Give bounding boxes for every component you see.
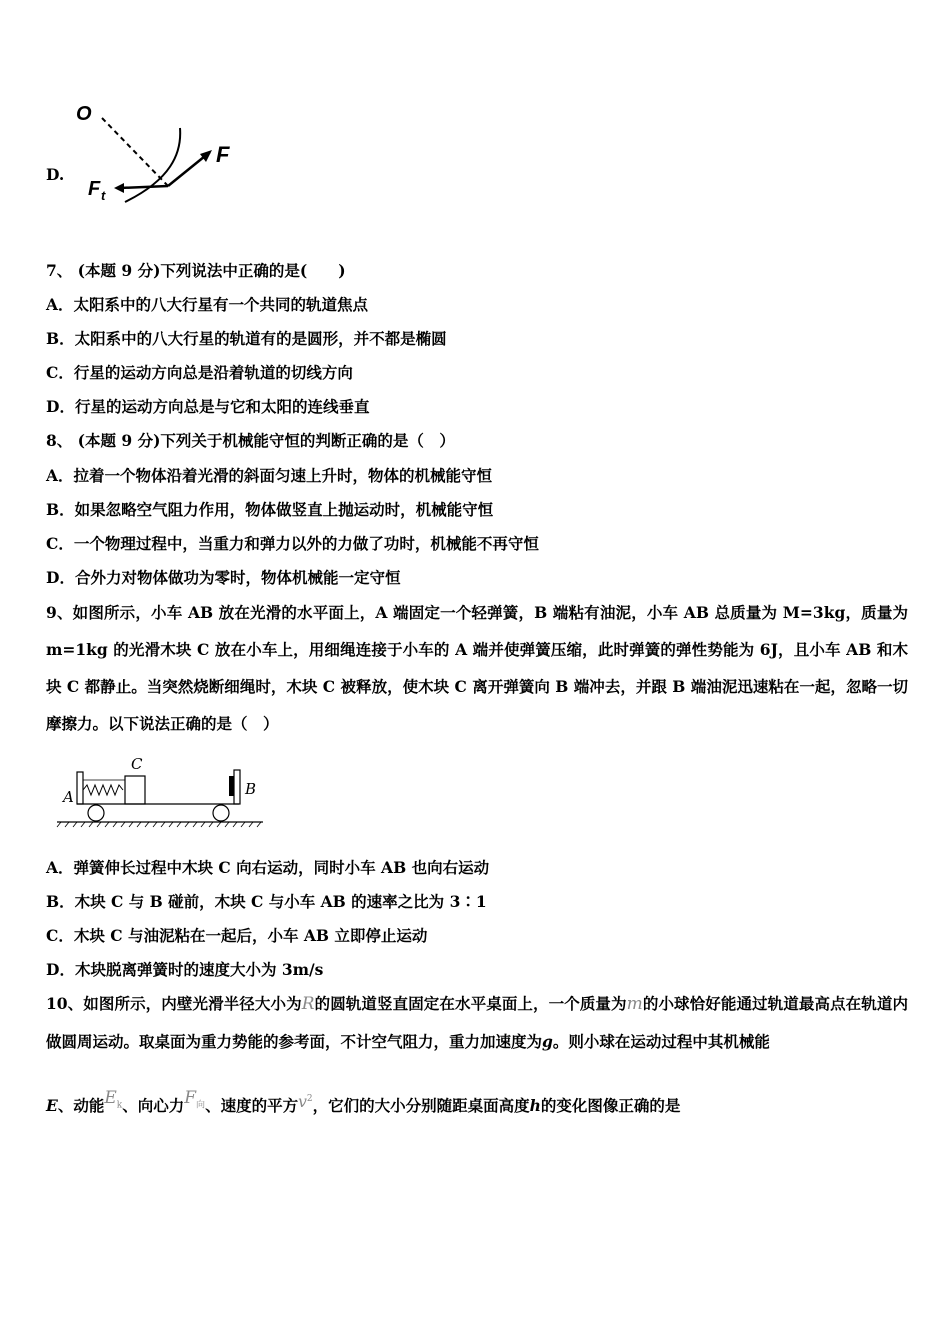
symbol-g: g [542,1032,553,1051]
spring [83,785,123,795]
wheel-left [88,805,104,821]
label-ft-sub: t [101,188,106,203]
label-ft: F [88,178,101,200]
q10-text-8: ，它们的大小分别随距桌面高度 [312,1096,530,1116]
trajectory-curve [125,128,180,202]
symbol-e: E [46,1096,58,1116]
option-d-label: D. [46,165,65,184]
q10-stem-line3 [46,1086,680,1131]
q8-option-b: B．如果忽略空气阻力作用，物体做竖直上抛运动时，机械能守恒 [46,500,494,519]
symbol-r: R [301,994,315,1014]
label-a: A [63,788,74,806]
symbol-m: m [626,994,643,1014]
symbol-h: h [529,1096,541,1116]
q10-text-2: 的圆轨道竖直固定在水平桌面上，一个质量为 [314,994,627,1013]
q9-option-b: B．木块 C 与 B 碰前，木块 C 与小车 AB 的速率之比为 3∶1 [46,892,487,911]
label-f: F [216,142,230,167]
q7-option-b: B．太阳系中的八大行星的轨道有的是圆形，并不都是椭圆 [46,329,447,348]
q8-option-d: D．合外力对物体做功为零时，物体机械能一定守恒 [46,568,401,587]
force-diagram [70,98,250,208]
q10-text-1: 10、如图所示，内壁光滑半径大小为 [46,994,302,1013]
symbol-v2: $v^2$ [298,1093,313,1112]
q10-text-9: 的变化图像正确的是 [540,1096,681,1116]
end-a-wall [77,772,83,804]
q10-text-4: 。则小球在运动过程中其机械能 [552,1032,770,1051]
wheel-right [213,805,229,821]
q8-option-a: A．拉着一个物体沿着光滑的斜面匀速上升时，物体的机械能守恒 [46,466,493,485]
putty [229,776,234,796]
force-ft-arrow [120,186,168,188]
q7-stem: 7、 (本题 9 分)下列说法中正确的是( ) [46,261,346,280]
q10-text-5: 、动能 [57,1096,105,1116]
label-o: O [76,103,92,125]
symbol-ek: $E_k$ [104,1088,123,1111]
q9-option-d: D．木块脱离弹簧时的速度大小为 3m/s [46,960,324,979]
q10-text-3: 的小球恰好能通过轨道最高点在轨道内做圆周运动。取桌面为重力势能的参考面，不计空气阻力，重力加速度为 [46,994,908,1051]
label-b: B [245,780,257,798]
ground-hatch [57,822,261,827]
q8-stem: 8、 (本题 9 分)下列关于机械能守恒的判断正确的是（ ） [46,431,455,450]
q9-stem: 9、如图所示，小车 AB 放在光滑的水平面上，A 端固定一个轻弹簧，B 端粘有油泥，小车 AB 总质量为 M=3kg，质量为 m=1kg 的光滑木块 C 放在小车上，用细绳连接于小车的 A 端并使弹簧压缩，此时弹簧的弹性势能为 6J，且小车 AB 和木块 C 都静止。当突然烧断细绳时，木块 C 被释放，使木块 C 离开弹簧向 B 端冲去，并跟 B 端油泥迅速粘在一起，忽略一切摩擦力。以下说法正确的是（ ） [46,603,908,733]
q8-option-c: C．一个物理过程中，当重力和弹力以外的力做了功时，机械能不再守恒 [46,534,539,553]
end-b-wall [234,770,240,804]
label-c: C [131,755,143,773]
q10-stem [46,985,908,1060]
q9-option-a: A．弹簧伸长过程中木块 C 向右运动，同时小车 AB 也向右运动 [46,858,490,877]
radius-dashed-line [102,118,168,186]
q7-option-c: C．行星的运动方向总是沿着轨道的切线方向 [46,363,353,382]
q10-text-7: 、速度的平方 [205,1096,299,1116]
cart-diagram [55,752,265,832]
q7-option-d: D．行星的运动方向总是与它和太阳的连线垂直 [46,397,370,416]
block-c [125,776,145,804]
q9-option-c: C．木块 C 与油泥粘在一起后，小车 AB 立即停止运动 [46,926,428,945]
symbol-f: $F_向$ [184,1088,206,1111]
q7-option-a: A．太阳系中的八大行星有一个共同的轨道焦点 [46,295,369,314]
q10-text-6: 、向心力 [122,1096,185,1116]
